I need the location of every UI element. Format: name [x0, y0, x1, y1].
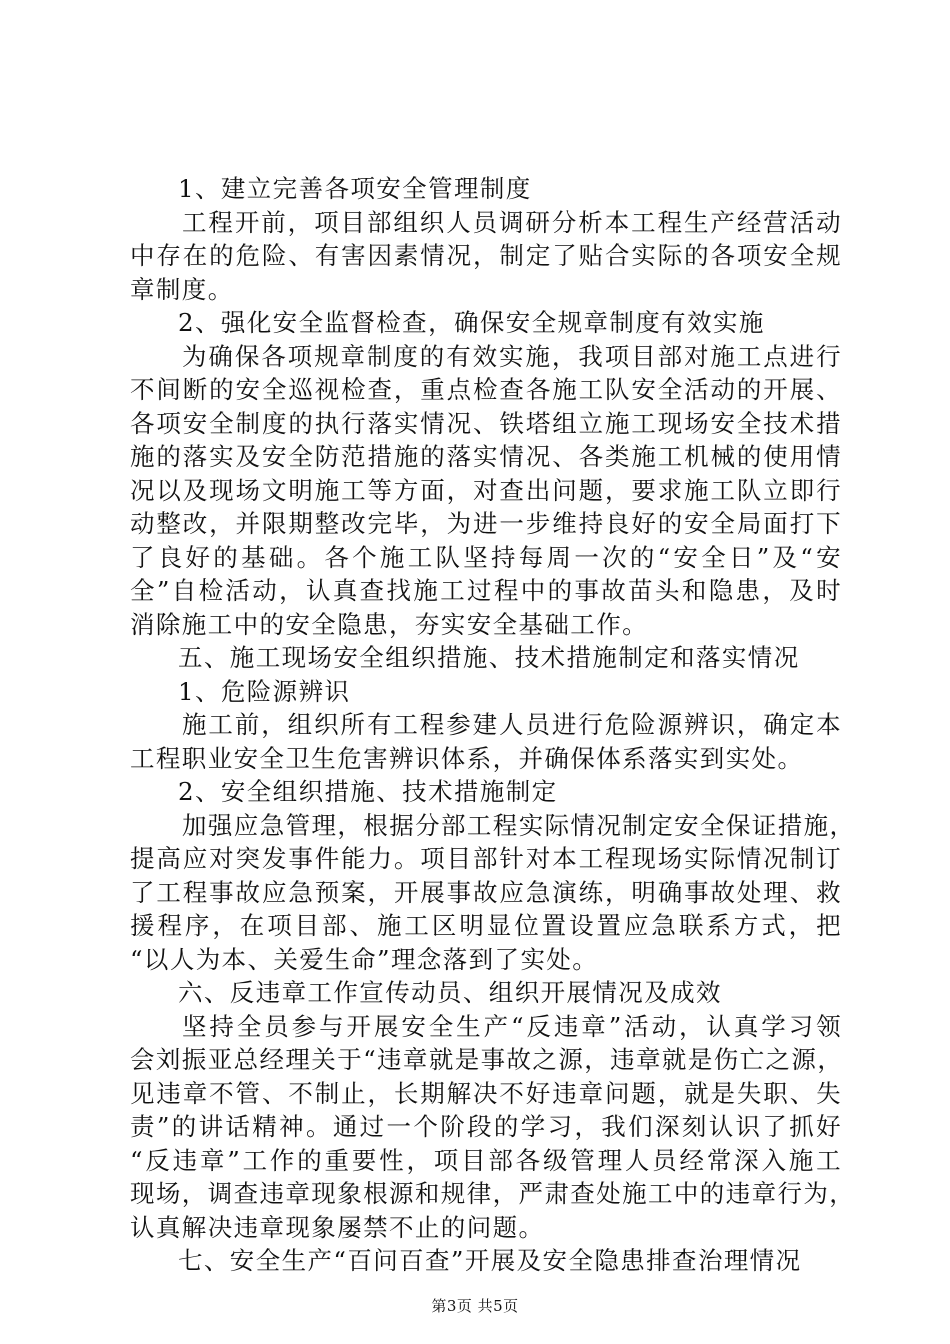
text-line: 施工前，组织所有工程参建人员进行危险源辨识，确定本 — [182, 710, 842, 739]
text-line: 加强应急管理，根据分部工程实际情况制定安全保证措施， — [182, 810, 856, 840]
text-line: 动整改，并限期整改完毕，为进一步维持良好的安全局面打下 — [130, 509, 842, 538]
page-footer: 第3页 共5页 — [431, 1297, 519, 1315]
text-line: 2、强化安全监督检查，确保安全规章制度有效实施 — [178, 308, 765, 337]
text-line: 会刘振亚总经理关于“违章就是事故之源，违章就是伤亡之源， — [130, 1045, 844, 1074]
text-line: 中存在的危险、有害因素情况，制定了贴合实际的各项安全规 — [130, 241, 842, 270]
text-line: 坚持全员参与开展安全生产“反违章”活动，认真学习领 — [182, 1011, 842, 1041]
text-line: 施的落实及安全防范措施的落实情况、各类施工机械的使用情 — [130, 442, 842, 471]
text-line: 1、建立完善各项安全管理制度 — [178, 174, 532, 203]
text-line: 了工程事故应急预案，开展事故应急演练，明确事故处理、救 — [130, 877, 842, 907]
text-line: 援程序，在项目部、施工区明显位置设置应急联系方式，把 — [130, 911, 842, 940]
text-line: 章制度。 — [130, 274, 234, 304]
text-line: 工程职业安全卫生危害辨识体系，并确保体系落实到实处。 — [130, 743, 804, 773]
text-line: 责”的讲话精神。通过一个阶段的学习，我们深刻认识了抓好 — [130, 1112, 842, 1141]
text-line: 现场，调查违章现象根源和规律，严肃查处施工中的违章行为， — [130, 1179, 856, 1208]
text-line: 1、危险源辨识 — [178, 676, 351, 706]
text-line: 况以及现场文明施工等方面，对查出问题，要求施工队立即行 — [130, 475, 842, 505]
text-line: 五、施工现场安全组织措施、技术措施制定和落实情况 — [178, 643, 800, 672]
text-line: 不间断的安全巡视检查，重点检查各施工队安全活动的开展、 — [130, 375, 842, 404]
text-line: 了良好的基础。各个施工队坚持每周一次的“安全日”及“安 — [130, 542, 842, 572]
text-line: 全”自检活动，认真查找施工过程中的事故苗头和隐患，及时 — [130, 576, 842, 605]
text-line: 七、安全生产“百问百查”开展及安全隐患排查治理情况 — [178, 1246, 802, 1275]
text-line: 2、安全组织措施、技术措施制定 — [178, 777, 558, 806]
text-line: 各项安全制度的执行落实情况、铁塔组立施工现场安全技术措 — [130, 408, 842, 438]
text-line: “反违章”工作的重要性，项目部各级管理人员经常深入施工 — [130, 1145, 842, 1175]
text-line: 六、反违章工作宣传动员、组织开展情况及成效 — [178, 978, 722, 1007]
text-line: 提高应对突发事件能力。项目部针对本工程现场实际情况制订 — [130, 844, 842, 873]
text-line: 见违章不管、不制止，长期解决不好违章问题，就是失职、失 — [130, 1078, 842, 1108]
text-line: 工程开前，项目部组织人员调研分析本工程生产经营活动 — [182, 207, 842, 237]
body-text — [130, 172, 856, 1278]
text-line: “以人为本、关爱生命”理念落到了实处。 — [130, 944, 599, 974]
text-line: 消除施工中的安全隐患，夯实安全基础工作。 — [130, 609, 648, 639]
text-line: 认真解决违章现象屡禁不止的问题。 — [130, 1212, 545, 1242]
text-line: 为确保各项规章制度的有效实施，我项目部对施工点进行 — [182, 341, 842, 371]
